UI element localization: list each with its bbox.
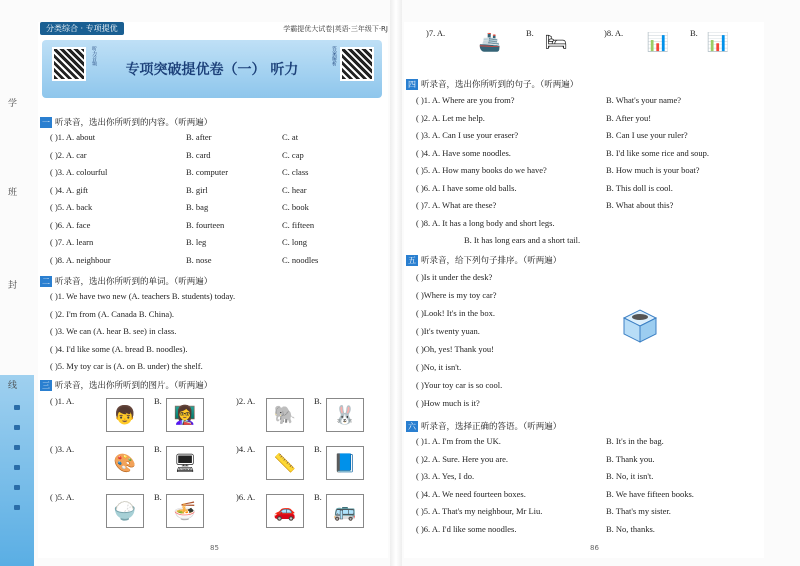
option-b-label: B. [154, 444, 162, 454]
option-text: C. class [282, 167, 309, 177]
option-text: B. What about this? [606, 200, 674, 210]
picture-option-b-icon[interactable]: 👩‍🏫 [166, 398, 204, 432]
option-text: B. Thank you. [606, 453, 655, 464]
option-text: B. That's my sister. [606, 506, 671, 516]
box-with-car-icon [618, 304, 662, 344]
section-heading: 五 听录音，给下列句子排序。（听两遍） [408, 255, 562, 266]
list-item: ( )Your toy car is so cool. [416, 380, 503, 390]
list-item: ( )How much is it? [416, 398, 480, 408]
option-text: ( )1. A. I'm from the UK. [416, 436, 501, 446]
option-text: B. after [186, 132, 212, 142]
left-page [38, 22, 388, 558]
picture-question-label: )2. A. [236, 396, 256, 406]
list-item: ( )1. We have two new (A. teachers B. students) today. [50, 291, 236, 301]
picture-question-label: ( )1. A. [50, 396, 75, 406]
list-item: ( )Where is my toy car? [416, 290, 497, 300]
list-item: ( )5. My toy car is (A. on B. under) the shelf. [50, 361, 203, 371]
margin-mark: 班 [8, 188, 18, 198]
picture-option-icon[interactable]: 📊 [700, 26, 736, 58]
list-item: ( )4. I'd like some (A. bread B. noodles). [50, 343, 188, 354]
qr-code-icon[interactable] [340, 47, 374, 81]
option-text: ( )6. A. face [50, 219, 91, 230]
list-item: ( )2. I'm from (A. Canada B. China). [50, 308, 175, 319]
side-strip [0, 375, 34, 566]
option-text: ( )6. A. I have some old balls. [416, 182, 517, 193]
option-text: B. It has long ears and a short tail. [464, 235, 581, 245]
picture-option-b-icon[interactable]: 🚌 [326, 494, 364, 528]
option-text: B. We have fifteen books. [606, 488, 694, 499]
section-heading: 四 听录音，选出你所听到的句子。（听两遍） [408, 79, 579, 90]
option-text: ( )3. A. Can I use your eraser? [416, 130, 519, 140]
option-text: C. cap [282, 149, 304, 160]
option-b-label: B. [314, 444, 322, 454]
picture-option-a-icon[interactable]: 🍚 [106, 494, 144, 528]
picture-question-label: B. [690, 28, 698, 38]
picture-option-a-icon[interactable]: 👦 [106, 398, 144, 432]
list-item: ( )It's twenty yuan. [416, 326, 480, 336]
option-text: C. hear [282, 184, 307, 195]
option-text: C. at [282, 132, 299, 142]
option-text: ( )5. A. back [50, 202, 93, 212]
list-item: ( )Oh, yes! Thank you! [416, 344, 494, 354]
option-text: B. nose [186, 254, 212, 265]
option-text: B. I'd like some rice and soup. [606, 147, 710, 158]
picture-option-b-icon[interactable]: 🖥 [166, 446, 204, 480]
option-text: C. long [282, 237, 308, 247]
picture-option-a-icon[interactable]: 📏 [266, 446, 304, 480]
page-number: 86 [590, 544, 599, 552]
option-text: B. card [186, 149, 211, 160]
picture-question-label: )7. A. [426, 28, 446, 38]
picture-question-label: )8. A. [604, 28, 624, 38]
option-b-label: B. [154, 396, 162, 406]
option-text: ( )2. A. Let me help. [416, 112, 485, 123]
picture-option-a-icon[interactable]: 🐘 [266, 398, 304, 432]
option-text: B. What's your name? [606, 95, 682, 105]
margin-mark: 封 [8, 281, 18, 291]
picture-option-b-icon[interactable]: 📘 [326, 446, 364, 480]
option-text: ( )3. A. colourful [50, 167, 108, 177]
spine [390, 0, 402, 566]
series-title: 学霸提优大试卷|英语·三年级下·RJ [283, 25, 388, 33]
option-text: ( )5. A. That's my neighbour, Mr Liu. [416, 506, 543, 516]
option-text: ( )4. A. Have some noodles. [416, 147, 511, 158]
option-text: B. bag [186, 202, 209, 212]
option-text: B. After you! [606, 112, 652, 123]
picture-question-label: )6. A. [236, 492, 256, 502]
margin-mark: 线 [8, 381, 18, 391]
option-text: B. leg [186, 237, 207, 247]
option-text: ( )7. A. learn [50, 237, 94, 247]
list-item: ( )Is it under the desk? [416, 272, 493, 282]
option-text: ( )4. A. We need fourteen boxes. [416, 488, 526, 499]
list-item: ( )No, it isn't. [416, 362, 462, 372]
option-text: ( )2. A. Sure. Here you are. [416, 453, 509, 464]
picture-option-b-icon[interactable]: 🍜 [166, 494, 204, 528]
option-text: ( )1. A. Where are you from? [416, 95, 515, 105]
option-text: C. fifteen [282, 219, 315, 230]
option-text: B. Can I use your ruler? [606, 130, 688, 140]
option-text: B. girl [186, 184, 208, 195]
option-text: B. This doll is cool. [606, 182, 673, 193]
picture-option-a-icon[interactable]: 🎨 [106, 446, 144, 480]
option-text: ( )7. A. What are these? [416, 200, 497, 210]
margin-mark: 学 [8, 99, 18, 109]
option-text: B. No, it isn't. [606, 471, 654, 481]
top-bar [38, 22, 388, 36]
picture-question-label: ( )5. A. [50, 492, 75, 502]
option-text: B. fourteen [186, 219, 225, 230]
option-text: ( )8. A. It has a long body and short legs. [416, 217, 555, 228]
option-text: B. No, thanks. [606, 523, 655, 534]
option-text: C. noodles [282, 254, 319, 265]
option-b-label: B. [314, 396, 322, 406]
picture-option-b-icon[interactable]: 🐰 [326, 398, 364, 432]
option-text: B. How much is your boat? [606, 165, 700, 175]
section-heading: 二 听录音，选出你所听到的单词。（听两遍） [42, 276, 213, 287]
list-item: ( )3. We can (A. hear B. see) in class. [50, 326, 177, 336]
option-text: C. book [282, 202, 309, 212]
picture-option-a-icon[interactable]: 🚗 [266, 494, 304, 528]
option-text: ( )8. A. neighbour [50, 254, 111, 265]
picture-option-icon[interactable]: 📊 [640, 26, 676, 58]
section-heading: 六 听录音，选择正确的答语。（听两遍） [408, 421, 562, 432]
right-page [404, 22, 764, 558]
option-text: B. It's in the bag. [606, 436, 664, 446]
picture-option-icon[interactable]: 🛏 [538, 26, 574, 58]
section-heading: 一 听录音，选出你所听到的内容。（听两遍） [42, 117, 213, 128]
option-text: ( )5. A. How many books do we have? [416, 165, 547, 175]
option-text: ( )3. A. Yes, I do. [416, 471, 475, 481]
option-text: B. computer [186, 167, 229, 177]
section-heading: 三 听录音，选出你所听到的图片。（听两遍） [42, 380, 213, 391]
option-b-label: B. [314, 492, 322, 502]
option-text: ( )1. A. about [50, 132, 96, 142]
option-text: ( )6. A. I'd like some noodles. [416, 523, 517, 534]
option-b-label: B. [154, 492, 162, 502]
list-item: ( )Look! It's in the box. [416, 308, 495, 318]
category-tag: 分类综合 · 专项提优 [40, 22, 124, 35]
qr-label: 听力音频 [91, 46, 97, 66]
picture-question-label: ( )3. A. [50, 444, 75, 454]
page-number: 85 [210, 544, 219, 552]
option-text: ( )2. A. car [50, 149, 87, 160]
option-text: ( )4. A. gift [50, 184, 89, 195]
picture-question-label: )4. A. [236, 444, 256, 454]
picture-option-icon[interactable]: 🚢 [472, 26, 508, 58]
page-title: 专项突破提优卷（一） 听力 [125, 62, 299, 78]
title-banner [42, 40, 382, 98]
qr-label: 答案解析 [331, 46, 337, 66]
picture-question-label: B. [526, 28, 534, 38]
